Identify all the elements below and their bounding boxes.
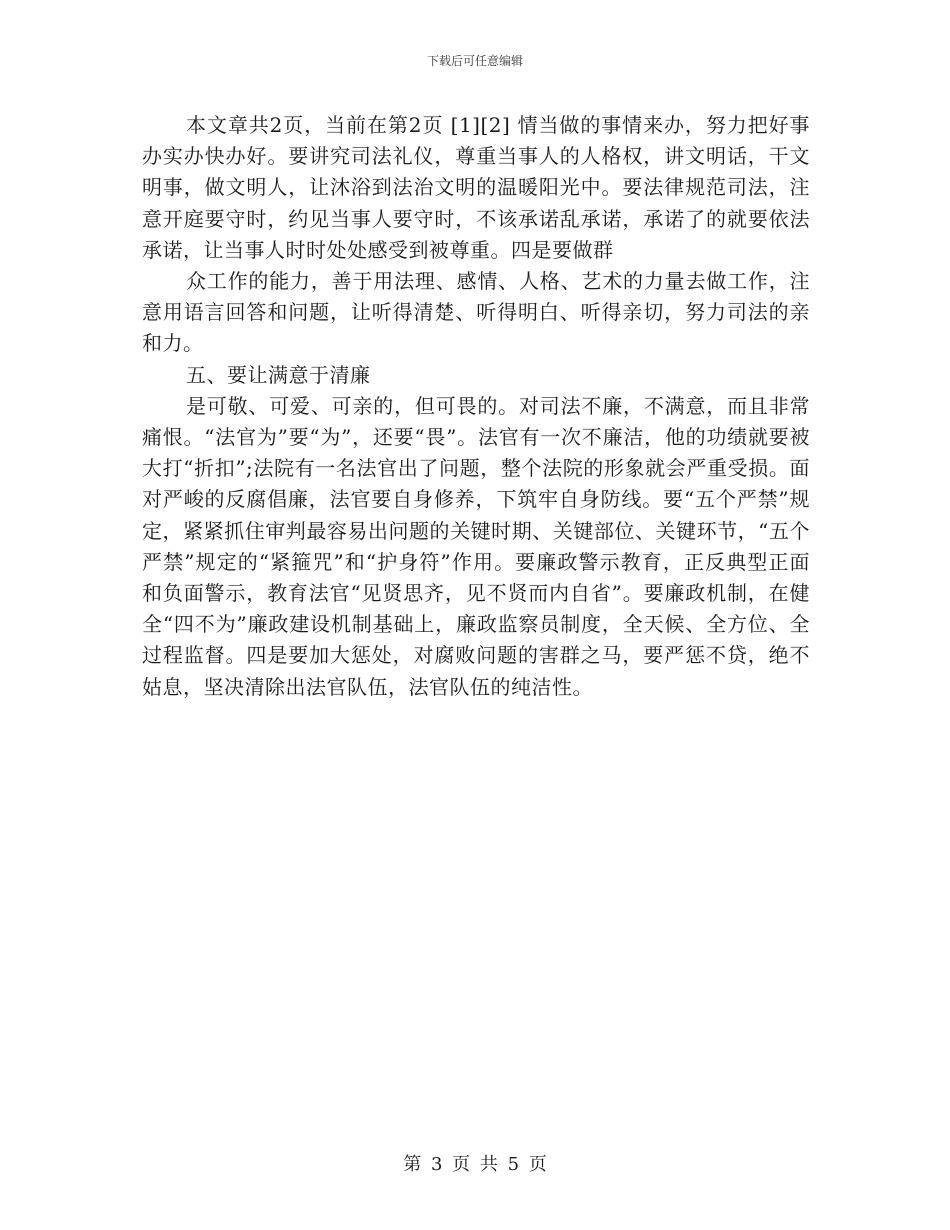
paragraph-2: 众工作的能力，善于用法理、感情、人格、艺术的力量去做工作，注意用语言回答和问题，让听得清楚、听得明白、听得亲切，努力司法的亲和力。 [142,269,810,356]
paragraph-1: 本文章共2页，当前在第2页 [1][2] 情当做的事情来办，努力把好事办实办快办好。要讲究司法礼仪，尊重当事人的人格权，讲文明话，干文明事，做文明人，让沐浴到法治文明的温暖阳光中。要法律规范司法，注意开庭要守时，约见当事人要守时，不该承诺乱承诺，承诺了的就要依法承诺，让当事人时时处处感受到被尊重。四是要做群 [142,113,810,262]
paragraph-3: 是可敬、可爱、可亲的，但可畏的。对司法不廉，不满意，而且非常痛恨。“法官为”要“为”，还要“畏”。法官有一次不廉洁，他的功绩就要被大打“折扣”;法院有一名法官出了问题，整个法院的形象就会严重受损。面对严峻的反腐倡廉，法官要自身修养，下筑牢自身防线。要“五个严禁”规定，紧紧抓住审判最容易出问题的关键时期、关键部位、关键环节，“五个严禁”规定的“紧箍咒”和“护身符”作用。要廉政警示教育，正反典型正面和负面警示，教育法官“见贤思齐，见不贤而内自省”。要廉政机制，在健全“四不为”廉政建设机制基础上，廉政监察员制度，全天候、全方位、全过程监督。四是要加大惩处，对腐败问题的害群之马，要严惩不贷，绝不姑息，坚决清除出法官队伍，法官队伍的纯洁性。 [142,393,810,699]
section-heading: 五、要让满意于清廉 [186,362,371,387]
page-number-footer: 第 3 页 共 5 页 [403,1154,547,1175]
document-body [142,110,810,703]
page-header: 下载后可任意编辑 [426,54,523,68]
